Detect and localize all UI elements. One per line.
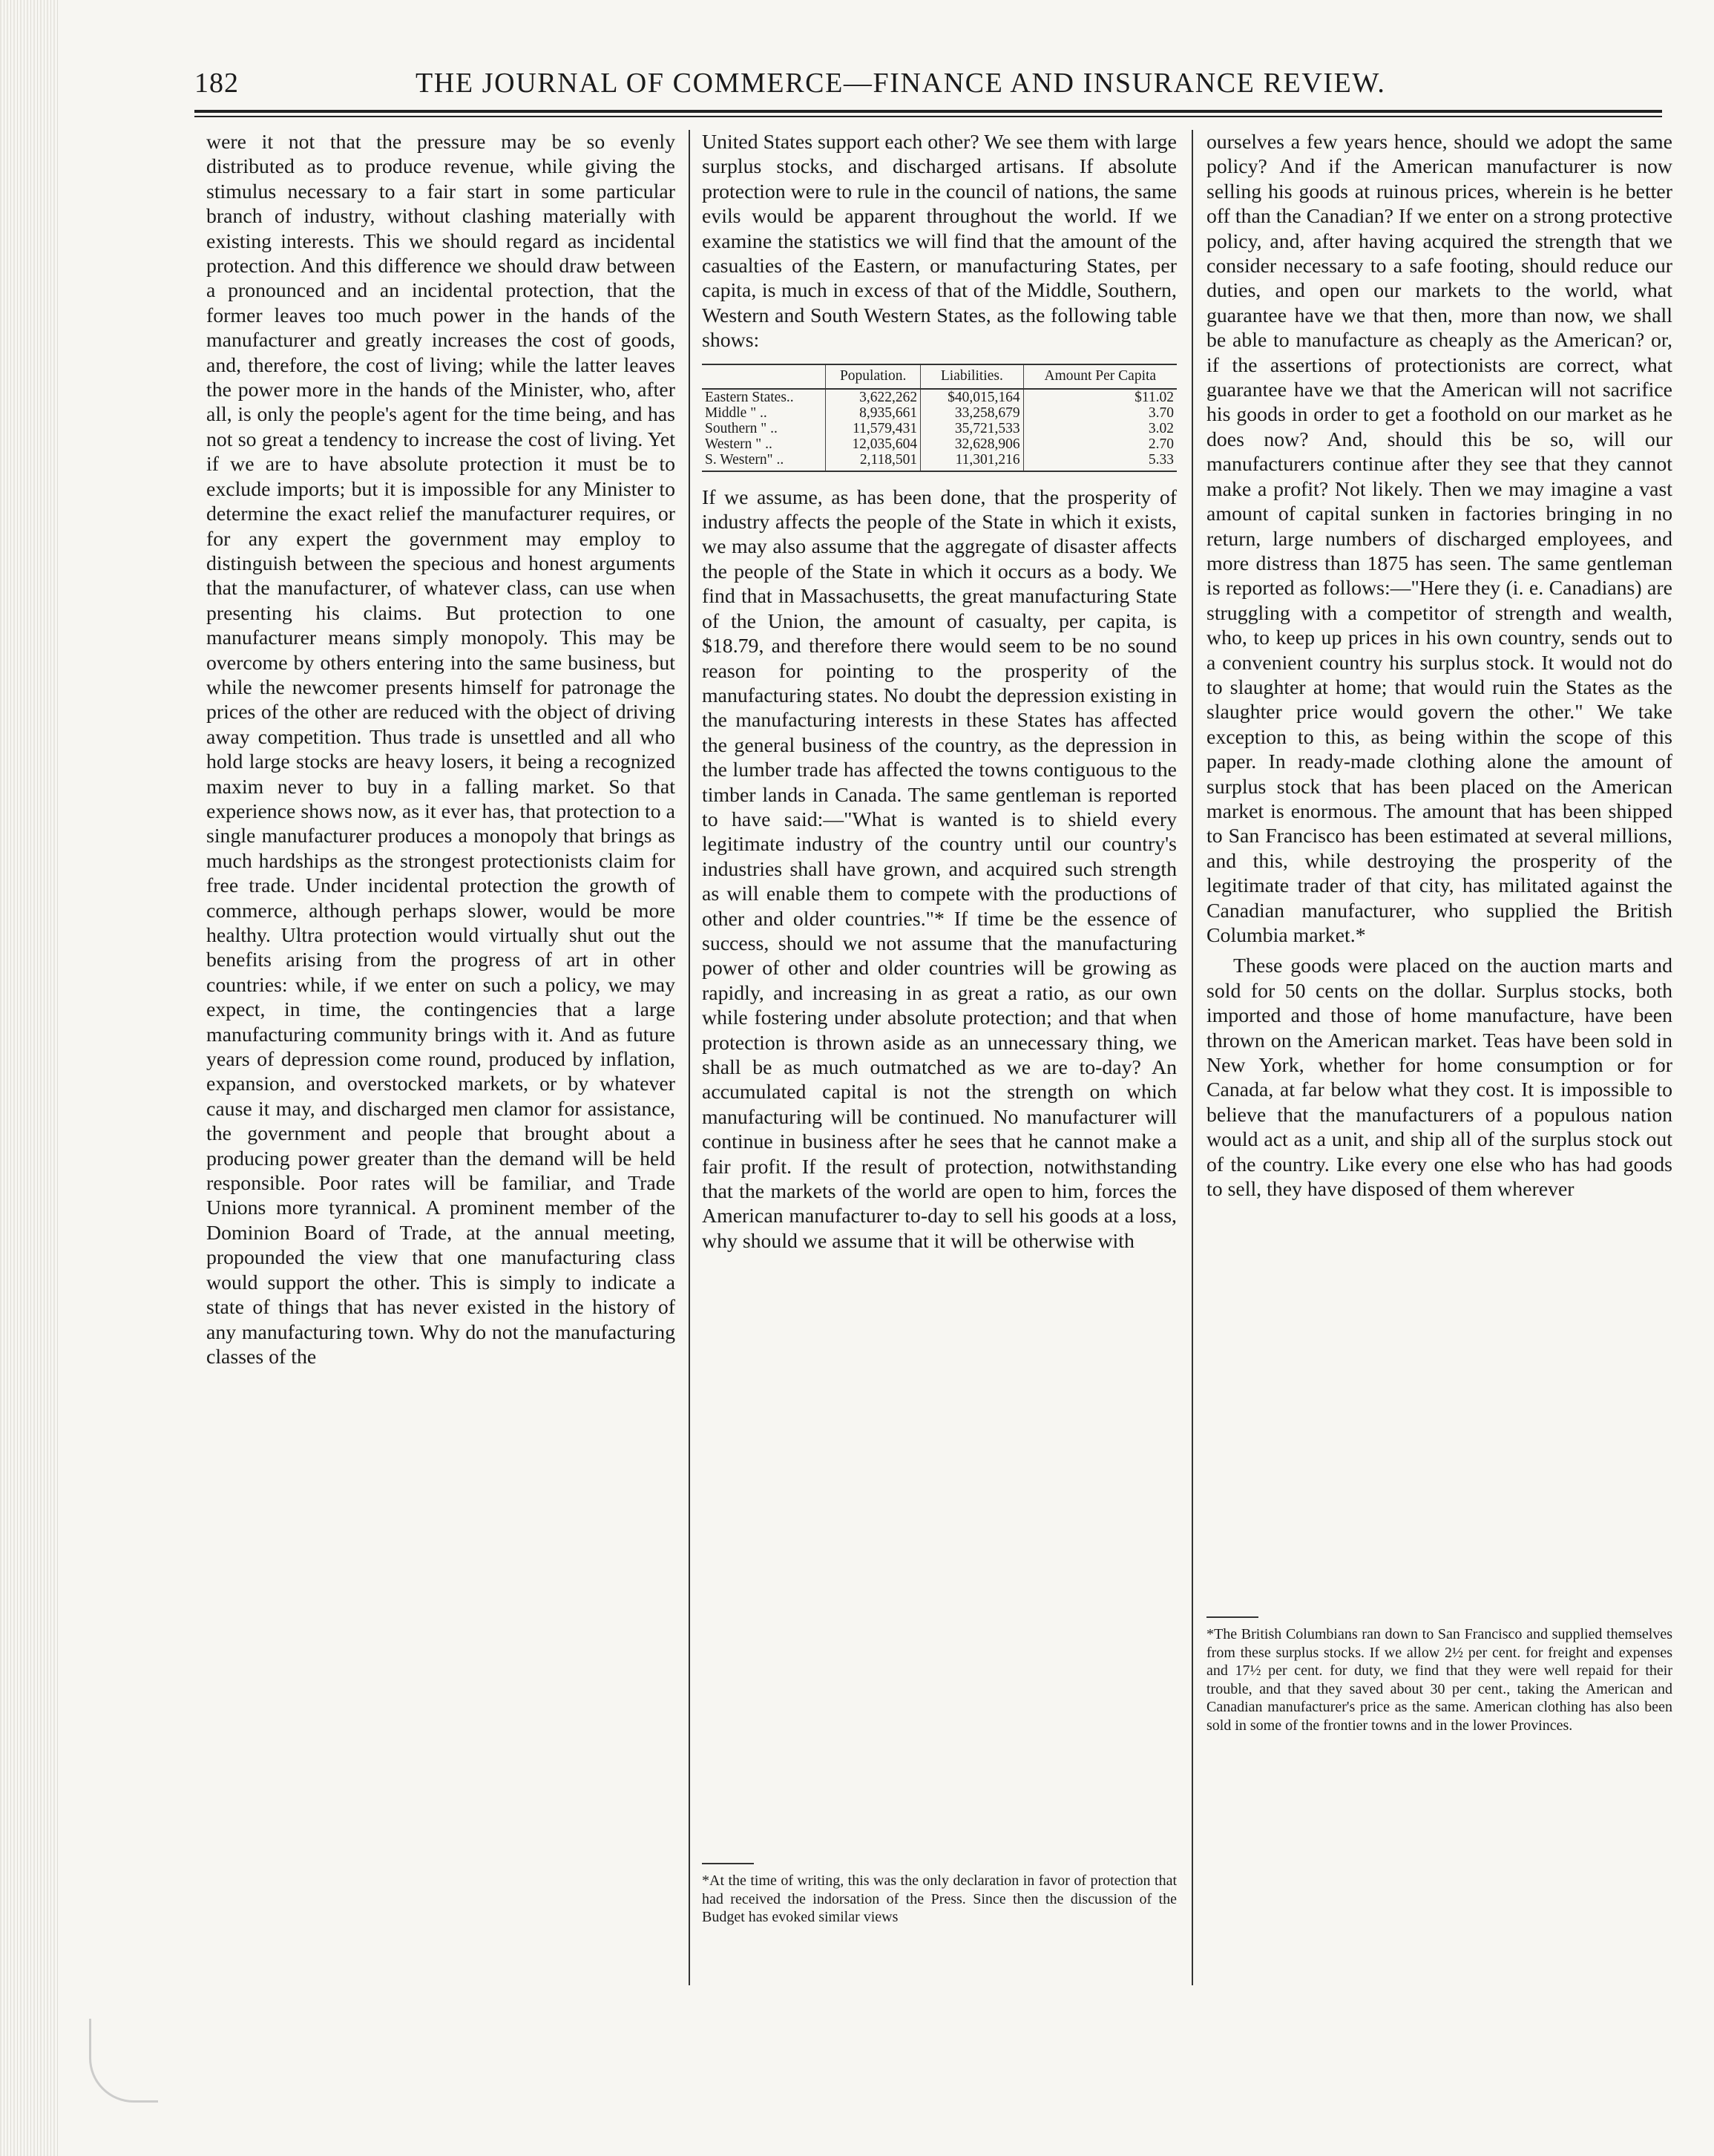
header-rule (194, 110, 1662, 113)
table-header-population: Population. (826, 364, 921, 389)
table-cell: 35,721,533 (921, 421, 1023, 436)
column-1 (206, 130, 675, 1369)
table-cell: 33,258,679 (921, 405, 1023, 421)
column-3-paragraph: ourselves a few years hence, should we adopt the same policy? And if the American manufacturer is now selling his goods at ruinous prices, wherein is he better off than the Canadian? If we enter on a strong protective policy, and, after having acquired the strength that we consider necessary to a safe footing, should reduce our duties, and open our markets to the world, what guarantee have we that then, more than now, we shall be able to manufacture as cheaply as the American? or, if the assertions of protectionists are correct, what guarantee have we that the American will not sacrifice his goods in order to get a foothold on our market as he does now? And, should this be so, will our manufacturers continue after they see that they cannot make a profit? Not likely. Then we may imagine a vast amount of capital sunken in factories bringing in no return, large numbers of discharged employees, and more distress than 1875 has seen. The same gentleman is reported as follows:—"Here they (i. e. Canadians) are struggling with a competitor of strength and wealth, who, to keep up prices in his own country, sends out to a convenient country his surplus stock. It would not do to slaughter at home; that would ruin the States as the slaughter price would govern the other." We take exception to this, as being within the scope of this paper. In ready-made clothing alone the amount of surplus stock that has been placed on the American market is enormous. The amount that has been shipped to San Francisco has been estimated at several millions, and this, while destroying the prosperity of the legitimate trader of that city, has militated against the Canadian manufacturer, who supplied the British Columbia market.* (1206, 131, 1672, 947)
table-header-row (702, 364, 1177, 389)
casualty-table (702, 364, 1177, 472)
column-divider-2 (1192, 130, 1193, 1985)
table-cell: Southern " .. (705, 420, 778, 436)
table-header-per-capita: Amount Per Capita (1023, 364, 1177, 389)
footnote-rule (702, 1863, 754, 1864)
table-cell: $40,015,164 (921, 389, 1023, 405)
table-row (702, 436, 1177, 452)
column-3-paragraph: These goods were placed on the auction marts and sold for 50 cents on the dollar. Surplus stocks, both imported and those of home manufacture, have been thrown on the American market. Teas have been sold in New York, whether for home consumption or for Canada, at far below what they cost. It is impossible to believe that the manufacturers of a populous nation would act as a unit, and ship all of the surplus stock out of the country. Like every one else who has had goods to sell, they have disposed of them wherever (1206, 954, 1672, 1202)
casualty-table-wrap (702, 364, 1177, 472)
page-corner-mark (89, 2019, 158, 2103)
column-1-paragraph: were it not that the pressure may be so evenly distributed as to produce revenue, while giving the stimulus necessary to a fair start in some particular branch of industry, without clashing materially with existing interests. This we should regard as incidental protection. And this difference we should draw between a pronounced and an incidental protection, that the former leaves too much power in the hands of the manufacturer and greatly increases the cost of goods, and, therefore, the cost of living; while the latter leaves the power more in the hands of the Minister, who, after all, is only the people's agent for the time being, and has not so great a tendency to increase the cost of living. Yet if we are to have absolute protection it must be to exclude imports; but it is impossible for any Minister to determine the exact relief the manufacturer requires, or for any expert the government may employ to distinguish between the specious and honest arguments that the manufacturer, of whatever class, can use when presenting his claims. But protection to one manufacturer means simply monopoly. This may be overcome by others entering into the same business, but while the newcomer presents himself for patronage the prices of the other are reduced with the object of driving away competition. Thus trade is unsettled and all who hold large stocks are heavy losers, it being a recognized maxim never to buy in a falling market. So that experience shows now, as it ever has, that protection to a single manufacturer produces a monopoly that brings as much hardships as the strongest protectionists claim for free trade. Under incidental protection the growth of commerce, although perhaps slower, would be more healthy. Ultra protection would virtually shut out the benefits arising from the progress of art in other countries: while, if we enter on such a policy, we may expect, in time, the contingencies that a large manufacturing community brings with it. And as future years of depression come round, produced by inflation, expansion, and overstocked markets, or by whatever cause it may, and discharged men clamor for assistance, the government and people that brought about a producing power greater than the demand will be held responsible. Poor rates will be familiar, and Trade Unions more tyrannical. A prominent member of the Dominion Board of Trade, at the annual meeting, propounded the view that one manufacturing class would support the other. This is simply to indicate a state of things that has never existed in the history of any manufacturing town. Why do not the manufacturing classes of the (206, 131, 675, 1369)
table-cell: $11.02 (1023, 389, 1177, 405)
table-header-liabilities: Liabilities. (921, 364, 1023, 389)
table-row (702, 405, 1177, 421)
table-row (702, 389, 1177, 405)
table-header-state (702, 364, 826, 389)
binding-edge (0, 0, 58, 2156)
table-cell: Western " .. (705, 436, 772, 452)
column-3 (1206, 130, 1672, 1202)
footnote-text: *At the time of writing, this was the only declaration in favor of protection that had received the indorsation of the Press. Since then the discussion of the Budget has evoked similar views (702, 1872, 1177, 1925)
table-cell: Middle " .. (705, 404, 767, 421)
table-cell: 5.33 (1023, 452, 1177, 471)
page-number: 182 (194, 68, 239, 99)
table-cell: 3.02 (1023, 421, 1177, 436)
table-cell: 11,579,431 (826, 421, 921, 436)
table-cell: 3,622,262 (826, 389, 921, 405)
table-cell: 12,035,604 (826, 436, 921, 452)
table-row (702, 452, 1177, 471)
footnote-text: *The British Columbians ran down to San Francisco and supplied themselves from these surplus stocks. If we allow 2½ per cent. for freight and expenses and 17½ per cent. for duty, we find that they were well repaid for their trouble, and that they saved about 30 per cent., taking the American and Canadian manufacturer's price as the same. American clothing has also been sold in some of the frontier towns and in the lower Provinces. (1206, 1626, 1672, 1734)
table-cell: 3.70 (1023, 405, 1177, 421)
table-cell: 11,301,216 (921, 452, 1023, 471)
column-2-paragraph-intro: United States support each other? We see them with large surplus stocks, and discharged artisans. If absolute protection were to rule in the council of nations, the same evils would be apparent throughout the world. If we examine the statistics we will find that the amount of the casualties of the Eastern, or manufacturing States, per capita, is much in excess of that of the Middle, Southern, Western and South Western States, as the following table shows: (702, 131, 1177, 353)
table-cell: 32,628,906 (921, 436, 1023, 452)
table-cell: 8,935,661 (826, 405, 921, 421)
table-row (702, 421, 1177, 436)
column-2-paragraph-main: If we assume, as has been done, that the prosperity of industry affects the people of the State in which it exists, we may also assume that the aggregate of disaster affects the people of the State in which it occurs as a body. We find that in Massachusetts, the great manufacturing State of the Union, the amount of casualty, per capita, is $18.79, and therefore there would seem to be no sound reason for pointing to the prosperity of the manufacturing states. No doubt the depression existing in the manufacturing interests in these States has affected the general business of the country, as the depression in the lumber trade has affected the towns contiguous to the timber lands in Canada. The same gentleman is reported to have said:—"What is wanted is to shield every legitimate industry of the country until our country's industries shall have grown, and acquired such strength as will enable them to compete with the productions of other and older countries."* If time be the essence of success, should we not assume that the manufacturing power of other and older countries will be growing as rapidly, and increasing in as great a ratio, as our own while fostering under absolute protection; and that when protection is thrown aside as an unnecessary thing, we shall be as much outmatched as we are to-day? An accumulated capital is not the strength on which manufacturing will be continued. No manufacturer will continue in business after he sees that he cannot make a fair profit. If the result of protection, notwithstanding that the markets of the world are open to him, forces the American manufacturer to-day to sell his goods at a loss, why should we assume that it will be otherwise with (702, 485, 1177, 1253)
table-cell: 2.70 (1023, 436, 1177, 452)
table-cell: 2,118,501 (826, 452, 921, 471)
column-2 (702, 130, 1177, 1254)
header-rule-thin (194, 116, 1662, 117)
footnote-rule (1206, 1616, 1258, 1618)
table-cell: S. Western" .. (702, 452, 826, 471)
footnote-column-3 (1206, 1616, 1672, 1734)
table-cell: Eastern States.. (705, 389, 794, 405)
running-head: THE JOURNAL OF COMMERCE—FINANCE AND INSURANCE REVIEW. (416, 68, 1386, 99)
column-divider-1 (689, 130, 690, 1985)
footnote-column-2 (702, 1863, 1177, 1927)
